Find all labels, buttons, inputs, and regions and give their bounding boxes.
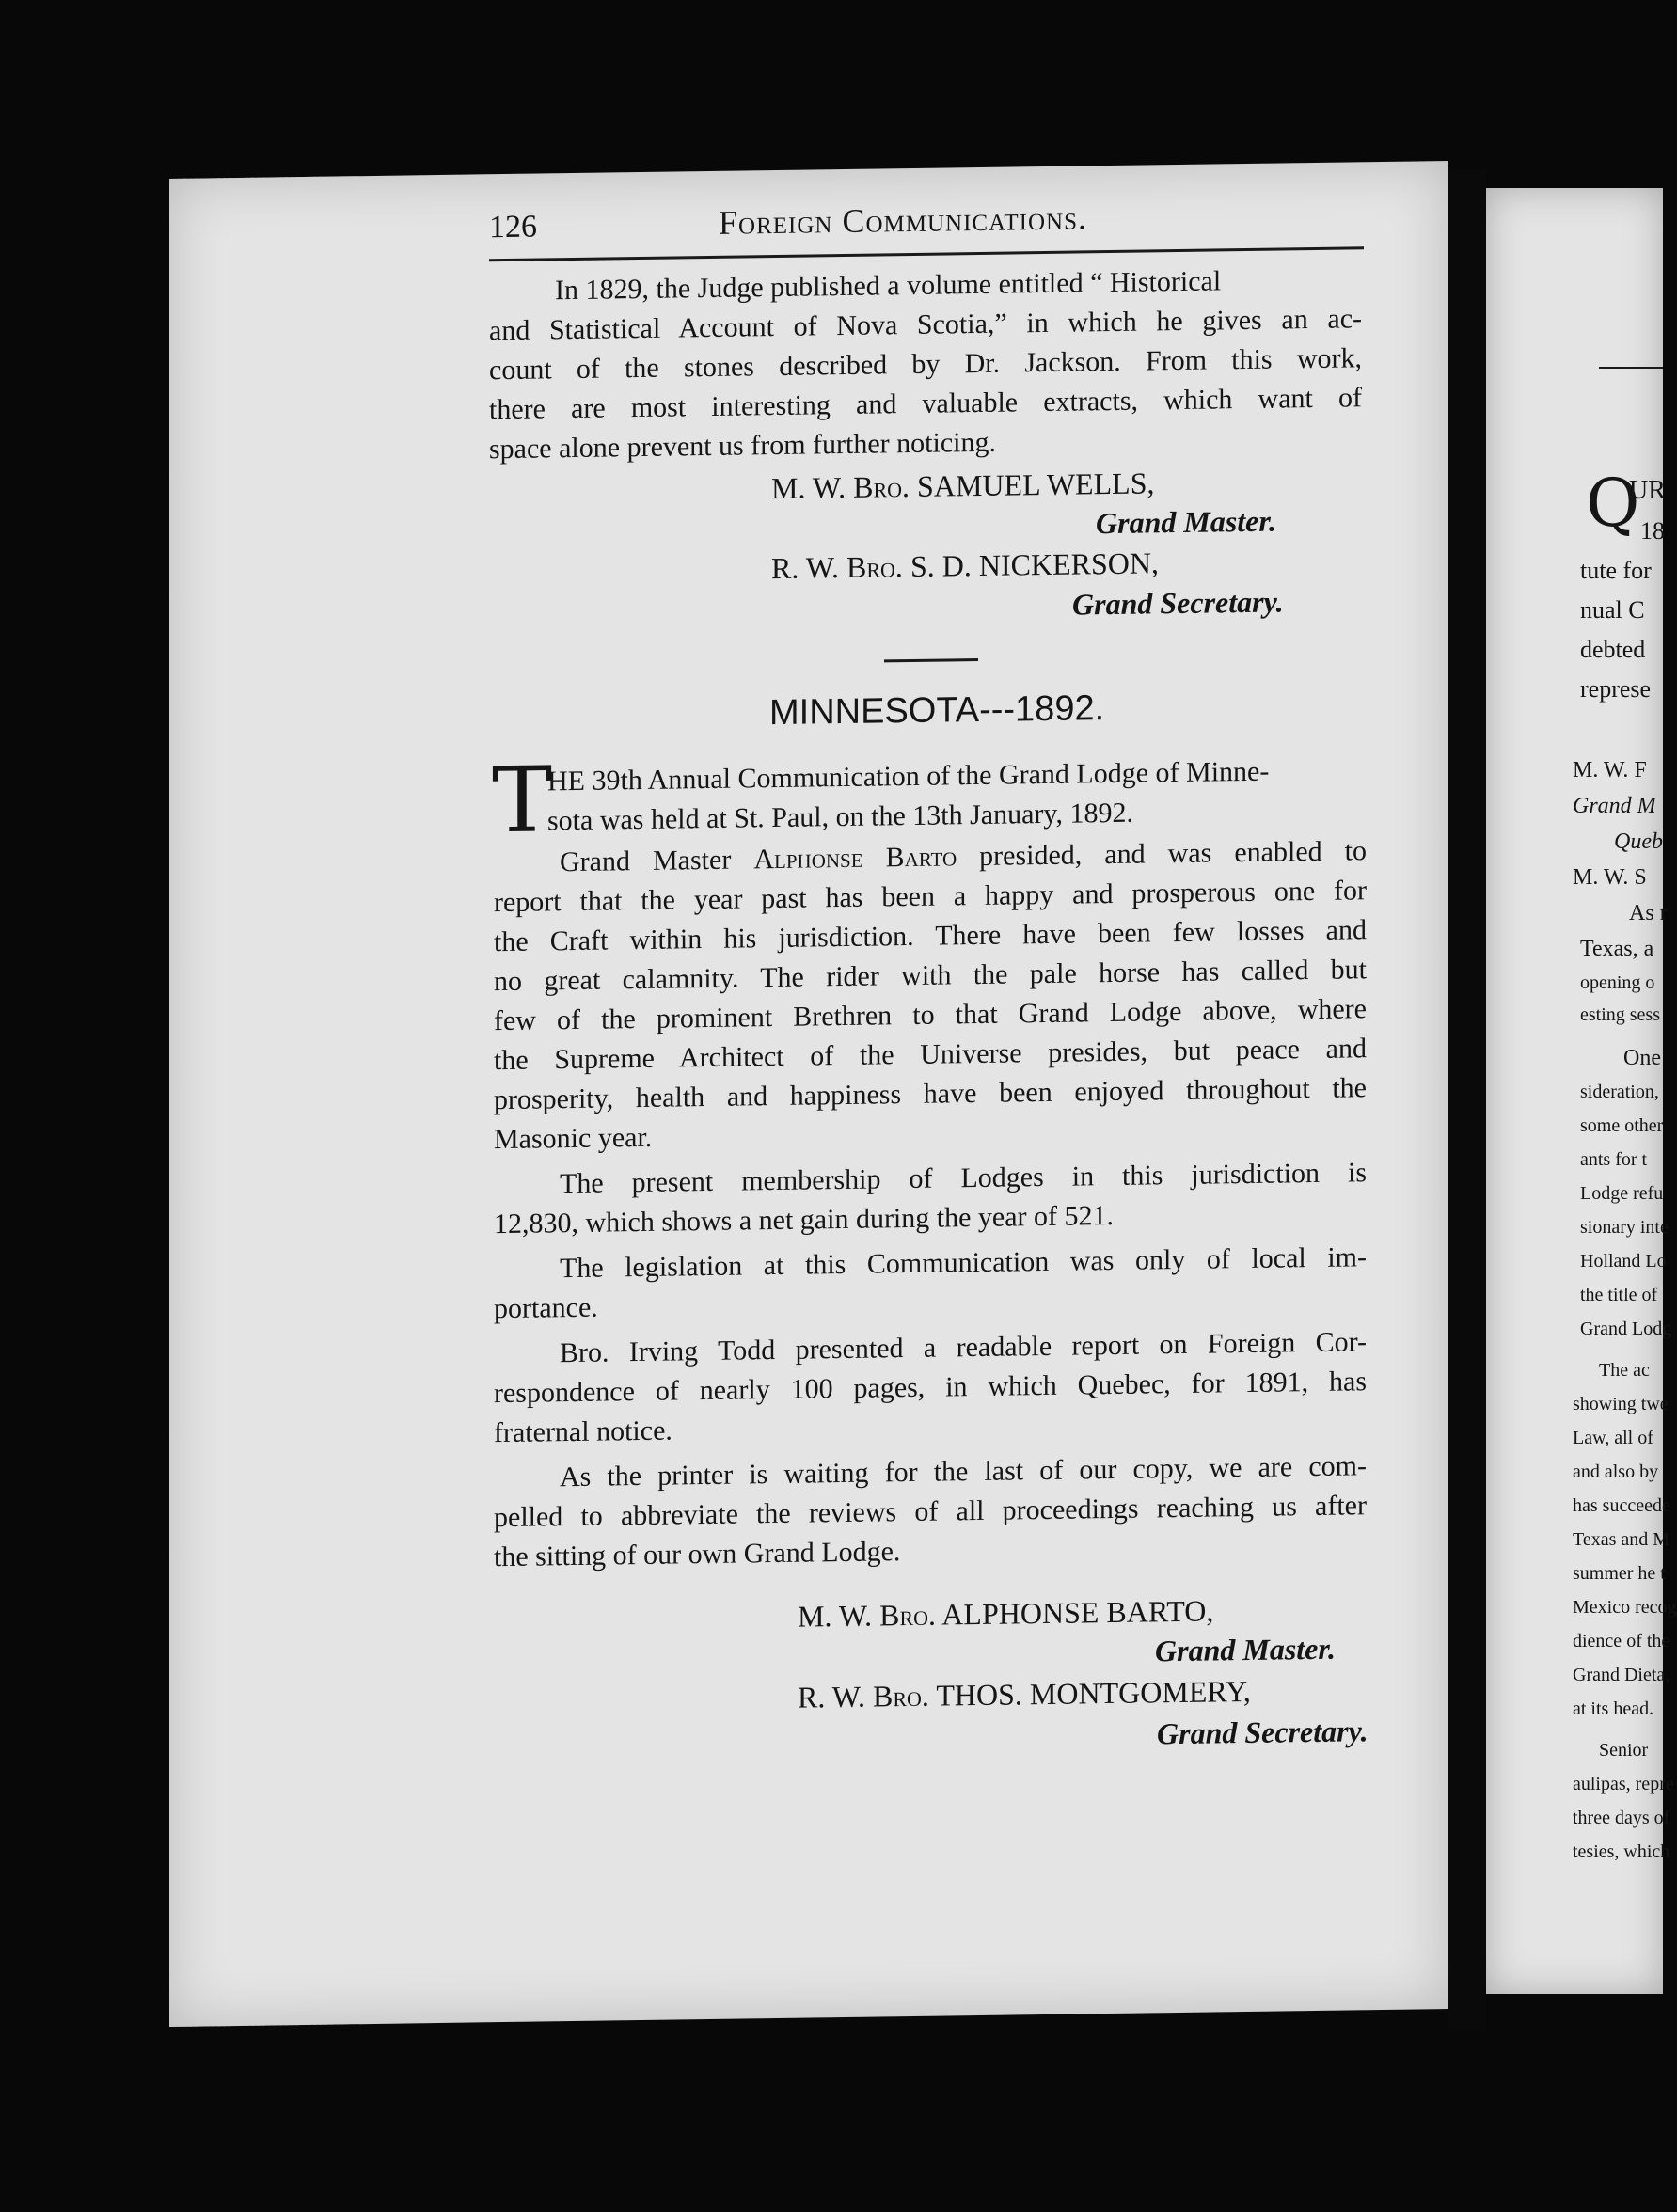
grand-master-signature xyxy=(771,466,1154,506)
right-fragment: M. W. S xyxy=(1573,865,1647,890)
section-heading: MINNESOTA---1892. xyxy=(769,688,1105,734)
right-page xyxy=(1486,188,1677,1994)
section-divider xyxy=(884,658,978,662)
book-gutter xyxy=(1448,169,1486,2031)
title-prefix: M. W. Bro. xyxy=(771,469,910,506)
right-fragment: showing twe xyxy=(1573,1394,1669,1414)
right-fragment: Texas, a xyxy=(1580,937,1654,961)
right-fragment: Grand Lodg xyxy=(1580,1319,1672,1339)
right-fragment: tesies, which xyxy=(1573,1841,1670,1862)
right-fragment: Texas and M xyxy=(1573,1529,1670,1550)
right-fragment: 18 xyxy=(1640,517,1665,545)
right-fragment: Senior xyxy=(1599,1740,1649,1761)
right-fragment: Holland Lo xyxy=(1580,1251,1667,1272)
right-fragment: As r xyxy=(1629,901,1668,925)
para4-line: The legislation at this Communication was only of local im- xyxy=(560,1241,1367,1285)
right-fragment: tute for xyxy=(1580,557,1652,584)
grand-master-title: Grand Master. xyxy=(1096,503,1277,541)
right-fragment: UR xyxy=(1629,476,1666,505)
right-fragment: three days of xyxy=(1573,1808,1670,1828)
intro-line: count of the stones described by Dr. Jackson. From this work, xyxy=(489,342,1362,387)
right-fragment: at its head. xyxy=(1573,1698,1654,1719)
first-para-line: sota was held at St. Paul, on the 13th January, 1892. xyxy=(547,797,1133,837)
right-fragment: represe xyxy=(1580,675,1652,703)
right-fragment: aulipas, repre xyxy=(1573,1774,1674,1794)
intro-line: In 1829, the Judge published a volume entitled “ Historical xyxy=(555,265,1222,307)
para2-line: no great calamnity. The rider with the pale horse has called but xyxy=(494,954,1367,998)
para3-line: 12,830, which shows a net gain during the year of 521. xyxy=(494,1199,1115,1240)
master-name: SAMUEL WELLS, xyxy=(917,466,1155,503)
right-fragment: debted xyxy=(1580,636,1646,663)
right-fragment: Grand M xyxy=(1573,794,1656,818)
intro-line: and Statistical Account of Nova Scotia,” in which he gives an ac- xyxy=(489,303,1362,347)
right-fragment: sideration, xyxy=(1580,1082,1659,1102)
left-page xyxy=(169,161,1448,2027)
right-fragment: opening o xyxy=(1580,972,1655,993)
para6-line: As the printer is waiting for the last of our copy, we are com- xyxy=(560,1450,1367,1493)
para2-line: the Supreme Architect of the Universe presides, but peace and xyxy=(494,1033,1367,1077)
right-fragment: The ac xyxy=(1599,1360,1650,1381)
right-fragment: nual C xyxy=(1580,596,1645,624)
right-fragment: has succeede xyxy=(1573,1495,1670,1516)
grand-secretary-signature xyxy=(798,1674,1251,1715)
right-fragment: ants for t xyxy=(1580,1149,1648,1170)
para2-tail: presided, and was enabled to xyxy=(957,835,1368,873)
right-fragment: Grand Dieta, xyxy=(1573,1665,1670,1685)
grand-master-signature xyxy=(798,1593,1213,1634)
para3-line: The present membership of Lodges in this jurisdiction is xyxy=(560,1157,1367,1200)
grand-secretary-signature xyxy=(771,545,1159,586)
right-fragment: some other xyxy=(1580,1115,1664,1136)
master-name: ALPHONSE BARTO, xyxy=(941,1593,1214,1632)
para5-line: Bro. Irving Todd presented a readable report on Foreign Cor- xyxy=(560,1326,1367,1369)
grand-secretary-title: Grand Secretary. xyxy=(1157,1714,1368,1751)
running-title: Foreign Communications. xyxy=(719,198,1087,242)
para2-line: report that the year past has been a happy and prosperous one for xyxy=(494,875,1367,919)
grand-secretary-title: Grand Secretary. xyxy=(1072,584,1284,622)
right-fragment: M. W. F xyxy=(1573,758,1647,782)
right-fragment: sionary inte xyxy=(1580,1217,1669,1238)
secretary-name: THOS. MONTGOMERY, xyxy=(936,1673,1251,1713)
right-fragment: Lodge refu xyxy=(1580,1183,1664,1204)
title-prefix: M. W. Bro. xyxy=(798,1597,937,1634)
right-fragment: dience of the xyxy=(1573,1631,1670,1651)
drop-cap: T xyxy=(492,747,553,854)
right-fragment: Mexico recog xyxy=(1573,1597,1677,1618)
grand-master-title: Grand Master. xyxy=(1155,1631,1337,1668)
right-fragment: esting sess xyxy=(1580,1004,1660,1025)
para2-line: few of the prominent Brethren to that Grand Lodge above, where xyxy=(494,993,1367,1037)
right-fragment: Law, all of xyxy=(1573,1428,1653,1448)
para2-line: prosperity, health and happiness have been enjoyed throughout the xyxy=(494,1072,1367,1116)
para6-line: pelled to abbreviate the reviews of all proceedings reaching us after xyxy=(494,1490,1367,1534)
grand-master-name: Alphonse Barto xyxy=(753,841,957,876)
right-fragment: summer he t xyxy=(1573,1563,1666,1584)
right-drop-cap: Q xyxy=(1586,465,1640,542)
right-fragment: One xyxy=(1623,1046,1661,1070)
para4-line: portance. xyxy=(494,1291,598,1325)
para5-line: respondence of nearly 100 pages, in which Quebec, for 1891, has xyxy=(494,1366,1367,1410)
title-prefix: R. W. Bro. xyxy=(771,549,903,586)
header-rule xyxy=(489,246,1364,261)
title-prefix: R. W. Bro. xyxy=(798,1678,929,1714)
para2-line: Masonic year. xyxy=(494,1121,653,1156)
intro-line: space alone prevent us from further noticing. xyxy=(489,426,996,466)
para6-line: the sitting of our own Grand Lodge. xyxy=(494,1536,901,1573)
para5-line: fraternal notice. xyxy=(494,1414,672,1449)
right-fragment: and also by xyxy=(1573,1462,1659,1482)
right-fragment: Queb xyxy=(1614,830,1663,854)
para2-line: the Craft within his jurisdiction. There have been few losses and xyxy=(494,914,1367,958)
secretary-name: S. D. NICKERSON, xyxy=(910,545,1159,583)
right-header-rule xyxy=(1599,367,1663,369)
intro-paragraph xyxy=(489,260,1362,466)
intro-line: there are most interesting and valuable extracts, which want of xyxy=(489,382,1362,426)
first-para-line: HE 39th Annual Communication of the Grand Lodge of Minne- xyxy=(547,755,1270,798)
page-number: 126 xyxy=(489,209,537,245)
para2-lead: Grand Master xyxy=(560,844,754,878)
right-fragment: the title of xyxy=(1580,1285,1658,1305)
